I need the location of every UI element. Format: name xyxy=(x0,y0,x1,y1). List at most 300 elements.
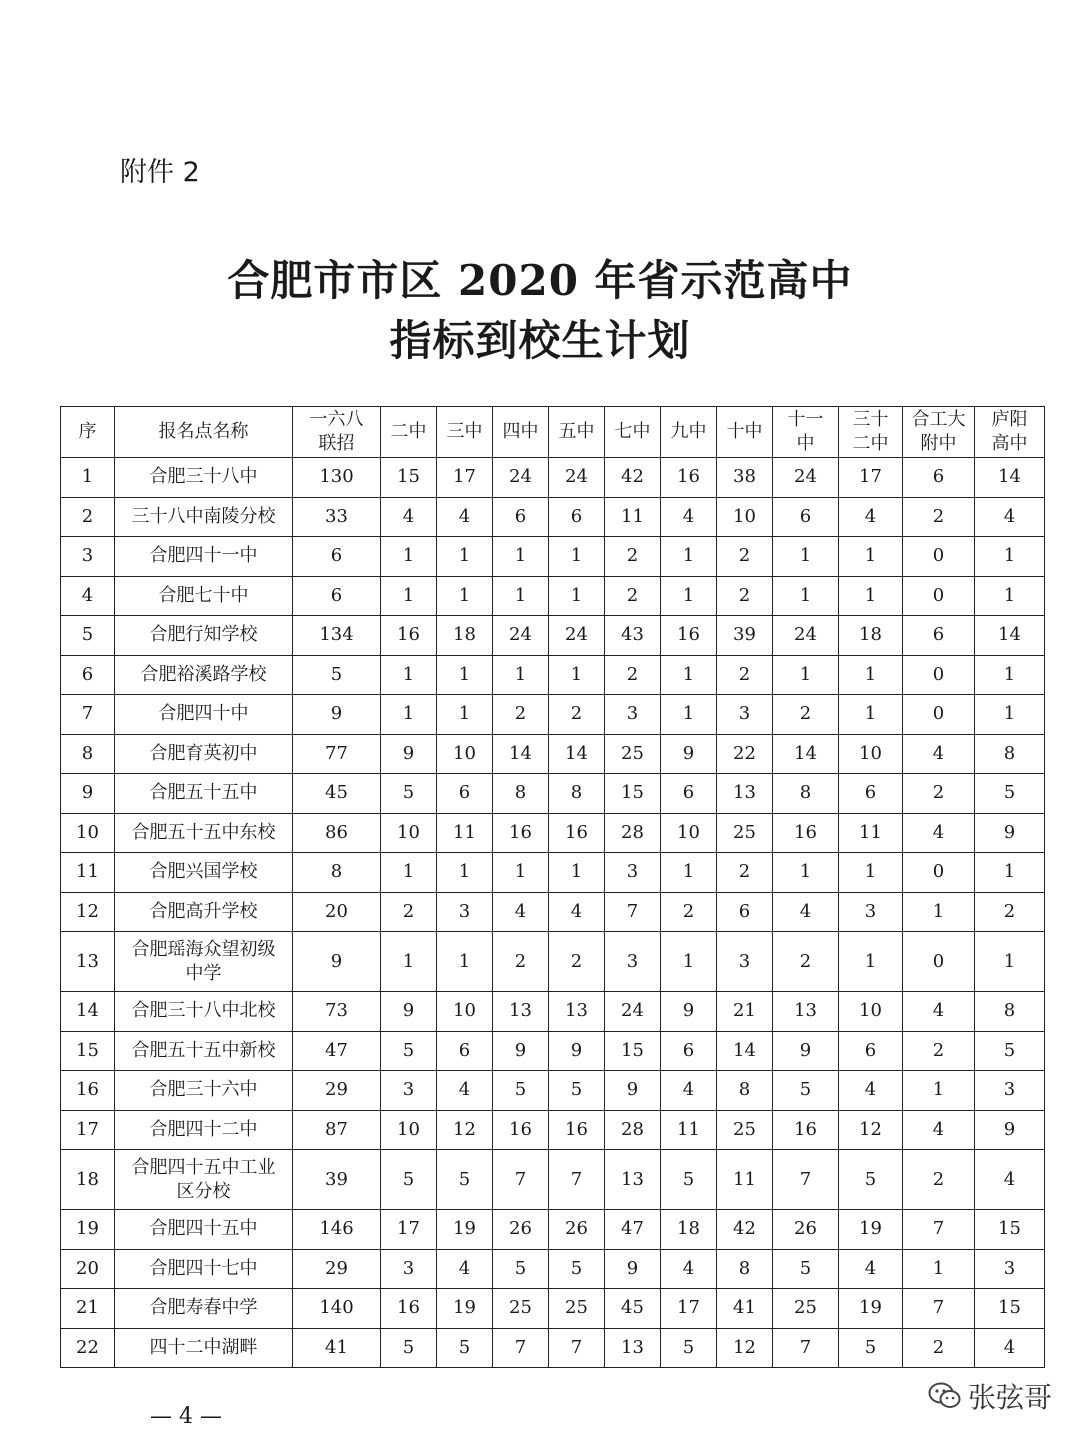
quota-cell: 4 xyxy=(903,1110,975,1150)
quota-cell: 17 xyxy=(839,458,903,498)
quota-cell: 1 xyxy=(839,853,903,893)
table-row xyxy=(61,1289,1045,1329)
school-name xyxy=(115,853,293,893)
quota-cell: 7 xyxy=(773,1328,839,1368)
quota-cell: 3 xyxy=(717,695,773,735)
quota-cell: 2 xyxy=(903,774,975,814)
quota-cell: 5 xyxy=(975,1031,1045,1071)
school-name xyxy=(115,734,293,774)
school-name-text: 合肥四十中 xyxy=(158,703,249,725)
quota-cell: 1 xyxy=(839,695,903,735)
quota-cell: 14 xyxy=(773,734,839,774)
quota-cell: 1 xyxy=(437,576,493,616)
quota-cell: 41 xyxy=(717,1289,773,1329)
quota-cell: 10 xyxy=(437,992,493,1032)
column-header-text: 中 xyxy=(796,433,815,454)
quota-cell: 16 xyxy=(549,1110,605,1150)
quota-cell: 42 xyxy=(605,458,661,498)
quota-cell: 1 xyxy=(839,932,903,992)
column-header-text: 庐阳 xyxy=(991,409,1028,430)
quota-cell: 3 xyxy=(605,853,661,893)
quota-cell: 8 xyxy=(293,853,381,893)
quota-cell: 0 xyxy=(903,655,975,695)
quota-cell: 86 xyxy=(293,813,381,853)
quota-cell: 15 xyxy=(975,1289,1045,1329)
quota-cell: 2 xyxy=(549,932,605,992)
quota-cell: 3 xyxy=(717,932,773,992)
row-number: 22 xyxy=(61,1328,115,1368)
quota-cell: 25 xyxy=(549,1289,605,1329)
quota-cell: 1 xyxy=(839,655,903,695)
quota-cell: 19 xyxy=(437,1289,493,1329)
quota-cell: 2 xyxy=(605,655,661,695)
column-header-text: 三十 xyxy=(852,409,889,430)
quota-cell: 6 xyxy=(839,1031,903,1071)
row-number: 18 xyxy=(61,1150,115,1210)
quota-cell: 26 xyxy=(493,1210,549,1250)
quota-cell: 12 xyxy=(717,1328,773,1368)
row-number: 17 xyxy=(61,1110,115,1150)
column-header xyxy=(661,407,717,458)
quota-cell: 16 xyxy=(773,813,839,853)
quota-cell: 3 xyxy=(975,1249,1045,1289)
column-header-text: 报名点名称 xyxy=(158,421,249,442)
quota-cell: 5 xyxy=(381,1328,437,1368)
quota-cell: 7 xyxy=(493,1150,549,1210)
quota-cell: 1 xyxy=(773,537,839,577)
quota-cell: 9 xyxy=(661,992,717,1032)
quota-cell: 16 xyxy=(493,1110,549,1150)
quota-cell: 3 xyxy=(437,892,493,932)
quota-cell: 38 xyxy=(717,458,773,498)
school-name xyxy=(115,992,293,1032)
quota-cell: 10 xyxy=(381,1110,437,1150)
quota-cell: 14 xyxy=(717,1031,773,1071)
quota-cell: 6 xyxy=(437,1031,493,1071)
quota-cell: 8 xyxy=(975,992,1045,1032)
column-header xyxy=(839,407,903,458)
quota-cell: 11 xyxy=(605,497,661,537)
quota-cell: 1 xyxy=(493,853,549,893)
quota-cell: 2 xyxy=(773,932,839,992)
quota-cell: 2 xyxy=(903,1150,975,1210)
school-name xyxy=(115,1150,293,1210)
table-row xyxy=(61,734,1045,774)
watermark xyxy=(928,1376,1052,1416)
quota-cell: 5 xyxy=(381,1031,437,1071)
quota-cell: 9 xyxy=(661,734,717,774)
school-name xyxy=(115,1289,293,1329)
document-title-line1: 合肥市市区 2020 年省示范高中 xyxy=(227,256,853,305)
quota-cell: 1 xyxy=(839,537,903,577)
quota-cell: 6 xyxy=(839,774,903,814)
column-header xyxy=(493,407,549,458)
quota-cell: 11 xyxy=(437,813,493,853)
row-number: 15 xyxy=(61,1031,115,1071)
school-name-text: 合肥兴国学校 xyxy=(149,861,258,883)
quota-cell: 24 xyxy=(773,616,839,656)
school-name-text: 合肥寿春中学 xyxy=(149,1297,258,1319)
column-header xyxy=(437,407,493,458)
table-row xyxy=(61,695,1045,735)
quota-cell: 1 xyxy=(381,932,437,992)
column-header-text: 二中 xyxy=(852,433,889,454)
quota-cell: 24 xyxy=(605,992,661,1032)
table-row xyxy=(61,1249,1045,1289)
column-header-text: 合工大 xyxy=(911,409,966,430)
quota-cell: 12 xyxy=(437,1110,493,1150)
school-name xyxy=(115,1210,293,1250)
quota-cell: 39 xyxy=(717,616,773,656)
quota-cell: 9 xyxy=(975,813,1045,853)
quota-cell: 10 xyxy=(839,992,903,1032)
quota-cell: 4 xyxy=(903,813,975,853)
quota-cell: 4 xyxy=(839,1071,903,1111)
column-header xyxy=(975,407,1045,458)
quota-cell: 20 xyxy=(293,892,381,932)
quota-cell: 1 xyxy=(437,853,493,893)
quota-cell: 5 xyxy=(381,774,437,814)
school-name-text: 区分校 xyxy=(176,1180,231,1202)
quota-cell: 19 xyxy=(839,1210,903,1250)
quota-cell: 43 xyxy=(605,616,661,656)
quota-cell: 1 xyxy=(549,853,605,893)
table-row xyxy=(61,576,1045,616)
quota-cell: 24 xyxy=(549,616,605,656)
quota-cell: 4 xyxy=(437,1249,493,1289)
quota-cell: 15 xyxy=(381,458,437,498)
quota-cell: 15 xyxy=(975,1210,1045,1250)
quota-cell: 5 xyxy=(493,1249,549,1289)
quota-cell: 1 xyxy=(381,853,437,893)
column-header xyxy=(61,407,115,458)
quota-cell: 77 xyxy=(293,734,381,774)
column-header-text: 四中 xyxy=(502,421,539,442)
quota-cell: 4 xyxy=(437,1071,493,1111)
quota-cell: 3 xyxy=(839,892,903,932)
quota-cell: 8 xyxy=(717,1071,773,1111)
school-name-text: 合肥四十一中 xyxy=(149,545,258,567)
quota-cell: 5 xyxy=(975,774,1045,814)
column-header-text: 附中 xyxy=(920,433,957,454)
quota-cell: 2 xyxy=(903,497,975,537)
quota-cell: 29 xyxy=(293,1071,381,1111)
quota-cell: 3 xyxy=(605,932,661,992)
quota-cell: 6 xyxy=(293,537,381,577)
quota-cell: 17 xyxy=(661,1289,717,1329)
school-name xyxy=(115,655,293,695)
quota-cell: 6 xyxy=(549,497,605,537)
quota-cell: 10 xyxy=(661,813,717,853)
quota-cell: 4 xyxy=(839,497,903,537)
wechat-icon xyxy=(928,1382,962,1410)
table-row xyxy=(61,892,1045,932)
row-number: 11 xyxy=(61,853,115,893)
school-name-text: 合肥高升学校 xyxy=(149,900,258,922)
quota-cell: 14 xyxy=(975,458,1045,498)
quota-cell: 5 xyxy=(773,1249,839,1289)
column-header xyxy=(381,407,437,458)
row-number: 8 xyxy=(61,734,115,774)
quota-cell: 1 xyxy=(903,1071,975,1111)
row-number: 12 xyxy=(61,892,115,932)
quota-cell: 140 xyxy=(293,1289,381,1329)
quota-cell: 16 xyxy=(773,1110,839,1150)
school-name xyxy=(115,774,293,814)
quota-cell: 1 xyxy=(773,853,839,893)
quota-cell: 5 xyxy=(773,1071,839,1111)
quota-cell: 1 xyxy=(493,537,549,577)
column-header xyxy=(549,407,605,458)
column-header xyxy=(773,407,839,458)
row-number: 4 xyxy=(61,576,115,616)
column-header-text: 十中 xyxy=(726,421,763,442)
quota-cell: 17 xyxy=(437,458,493,498)
column-header-text: 序 xyxy=(78,421,97,442)
attachment-label: 附件 2 xyxy=(120,157,200,188)
table-body xyxy=(61,458,1045,1368)
quota-cell: 6 xyxy=(661,774,717,814)
school-name-text: 三十八中南陵分校 xyxy=(131,505,276,527)
quota-cell: 2 xyxy=(903,1031,975,1071)
quota-cell: 2 xyxy=(717,655,773,695)
quota-cell: 0 xyxy=(903,695,975,735)
column-header-text: 一六八 xyxy=(309,409,364,430)
school-name-text: 四十二中湖畔 xyxy=(149,1336,258,1358)
quota-cell: 25 xyxy=(605,734,661,774)
row-number: 16 xyxy=(61,1071,115,1111)
quota-cell: 6 xyxy=(293,576,381,616)
quota-cell: 45 xyxy=(293,774,381,814)
row-number: 5 xyxy=(61,616,115,656)
quota-cell: 1 xyxy=(437,695,493,735)
document-title-line2: 指标到校生计划 xyxy=(389,316,691,365)
quota-cell: 4 xyxy=(437,497,493,537)
quota-cell: 2 xyxy=(549,695,605,735)
quota-cell: 6 xyxy=(903,616,975,656)
quota-cell: 16 xyxy=(381,616,437,656)
table-row xyxy=(61,1031,1045,1071)
quota-cell: 3 xyxy=(975,1071,1045,1111)
quota-cell: 9 xyxy=(605,1249,661,1289)
quota-cell: 13 xyxy=(605,1150,661,1210)
quota-cell: 9 xyxy=(493,1031,549,1071)
column-header-text: 高中 xyxy=(991,433,1028,454)
quota-cell: 6 xyxy=(493,497,549,537)
quota-cell: 2 xyxy=(605,537,661,577)
quota-cell: 2 xyxy=(661,892,717,932)
quota-cell: 1 xyxy=(437,537,493,577)
page-number: — 4 — xyxy=(150,1404,222,1429)
quota-cell: 14 xyxy=(549,734,605,774)
quota-cell: 1 xyxy=(549,576,605,616)
school-name xyxy=(115,892,293,932)
watermark-text: 张弦哥 xyxy=(968,1381,1053,1414)
quota-cell: 25 xyxy=(493,1289,549,1329)
quota-cell: 26 xyxy=(773,1210,839,1250)
quota-cell: 39 xyxy=(293,1150,381,1210)
quota-cell: 1 xyxy=(661,695,717,735)
quota-cell: 11 xyxy=(661,1110,717,1150)
quota-cell: 28 xyxy=(605,813,661,853)
school-name xyxy=(115,576,293,616)
school-name xyxy=(115,1031,293,1071)
quota-cell: 1 xyxy=(903,1249,975,1289)
quota-cell: 4 xyxy=(975,1328,1045,1368)
table-row xyxy=(61,932,1045,992)
quota-cell: 2 xyxy=(717,576,773,616)
row-number: 2 xyxy=(61,497,115,537)
quota-cell: 13 xyxy=(549,992,605,1032)
quota-cell: 2 xyxy=(717,853,773,893)
quota-cell: 12 xyxy=(839,1110,903,1150)
quota-cell: 47 xyxy=(293,1031,381,1071)
quota-cell: 2 xyxy=(975,892,1045,932)
column-header-text: 七中 xyxy=(614,421,651,442)
school-name-text: 合肥五十五中新校 xyxy=(131,1039,276,1061)
quota-cell: 22 xyxy=(717,734,773,774)
quota-cell: 1 xyxy=(437,655,493,695)
column-header xyxy=(115,407,293,458)
quota-cell: 47 xyxy=(605,1210,661,1250)
quota-cell: 4 xyxy=(381,497,437,537)
quota-cell: 8 xyxy=(717,1249,773,1289)
quota-cell: 1 xyxy=(661,655,717,695)
quota-cell: 13 xyxy=(773,992,839,1032)
column-header xyxy=(293,407,381,458)
quota-cell: 29 xyxy=(293,1249,381,1289)
quota-cell: 26 xyxy=(549,1210,605,1250)
quota-cell: 2 xyxy=(493,932,549,992)
quota-cell: 33 xyxy=(293,497,381,537)
quota-cell: 5 xyxy=(437,1328,493,1368)
quota-cell: 25 xyxy=(717,1110,773,1150)
school-name-text: 合肥四十五中 xyxy=(149,1218,258,1240)
quota-cell: 19 xyxy=(839,1289,903,1329)
school-name-text: 合肥裕溪路学校 xyxy=(140,663,267,685)
school-name-text: 合肥三十八中北校 xyxy=(131,1000,276,1022)
quota-cell: 0 xyxy=(903,537,975,577)
quota-cell: 25 xyxy=(717,813,773,853)
quota-cell: 2 xyxy=(903,1328,975,1368)
quota-cell: 1 xyxy=(381,655,437,695)
school-name xyxy=(115,1328,293,1368)
quota-cell: 1 xyxy=(661,853,717,893)
quota-cell: 16 xyxy=(381,1289,437,1329)
quota-cell: 4 xyxy=(975,497,1045,537)
column-header-text: 联招 xyxy=(318,433,355,454)
table-row xyxy=(61,616,1045,656)
quota-cell: 24 xyxy=(493,616,549,656)
quota-cell: 42 xyxy=(717,1210,773,1250)
table-header-row xyxy=(61,407,1045,458)
quota-cell: 0 xyxy=(903,853,975,893)
quota-cell: 11 xyxy=(839,813,903,853)
quota-cell: 4 xyxy=(661,1071,717,1111)
quota-cell: 1 xyxy=(839,576,903,616)
table-row xyxy=(61,813,1045,853)
quota-cell: 10 xyxy=(839,734,903,774)
row-number: 13 xyxy=(61,932,115,992)
quota-cell: 1 xyxy=(975,853,1045,893)
quota-cell: 5 xyxy=(839,1150,903,1210)
school-name-text: 合肥三十六中 xyxy=(149,1079,258,1101)
quota-cell: 2 xyxy=(605,576,661,616)
school-name xyxy=(115,616,293,656)
quota-cell: 1 xyxy=(493,655,549,695)
quota-cell: 4 xyxy=(903,734,975,774)
quota-cell: 7 xyxy=(549,1328,605,1368)
row-number: 19 xyxy=(61,1210,115,1250)
quota-cell: 3 xyxy=(381,1249,437,1289)
quota-cell: 6 xyxy=(661,1031,717,1071)
school-name xyxy=(115,1071,293,1111)
row-number: 7 xyxy=(61,695,115,735)
table-row xyxy=(61,853,1045,893)
quota-cell: 45 xyxy=(605,1289,661,1329)
quota-cell: 1 xyxy=(493,576,549,616)
school-name-text: 合肥行知学校 xyxy=(149,624,258,646)
column-header xyxy=(717,407,773,458)
quota-cell: 7 xyxy=(903,1210,975,1250)
school-name-text: 合肥四十五中工业 xyxy=(131,1156,276,1178)
quota-cell: 1 xyxy=(549,537,605,577)
quota-cell: 5 xyxy=(493,1071,549,1111)
quota-cell: 21 xyxy=(717,992,773,1032)
quota-cell: 1 xyxy=(903,892,975,932)
column-header-text: 五中 xyxy=(558,421,595,442)
quota-cell: 8 xyxy=(975,734,1045,774)
quota-cell: 25 xyxy=(773,1289,839,1329)
quota-cell: 134 xyxy=(293,616,381,656)
quota-cell: 8 xyxy=(773,774,839,814)
quota-cell: 16 xyxy=(549,813,605,853)
quota-cell: 24 xyxy=(493,458,549,498)
quota-cell: 1 xyxy=(975,537,1045,577)
quota-cell: 87 xyxy=(293,1110,381,1150)
quota-cell: 9 xyxy=(293,695,381,735)
table-row xyxy=(61,992,1045,1032)
quota-cell: 1 xyxy=(975,932,1045,992)
quota-cell: 1 xyxy=(381,576,437,616)
quota-cell: 13 xyxy=(717,774,773,814)
row-number: 20 xyxy=(61,1249,115,1289)
quota-cell: 24 xyxy=(773,458,839,498)
quota-cell: 13 xyxy=(605,1328,661,1368)
table-row xyxy=(61,458,1045,498)
school-name-text: 合肥三十八中 xyxy=(149,466,258,488)
quota-cell: 24 xyxy=(549,458,605,498)
quota-cell: 1 xyxy=(381,695,437,735)
table-row xyxy=(61,537,1045,577)
quota-cell: 4 xyxy=(839,1249,903,1289)
quota-cell: 6 xyxy=(903,458,975,498)
quota-cell: 2 xyxy=(381,892,437,932)
school-name-text: 合肥育英初中 xyxy=(149,742,258,764)
quota-cell: 7 xyxy=(605,892,661,932)
quota-cell: 16 xyxy=(661,616,717,656)
quota-cell: 5 xyxy=(293,655,381,695)
quota-cell: 9 xyxy=(549,1031,605,1071)
quota-cell: 5 xyxy=(661,1328,717,1368)
row-number: 10 xyxy=(61,813,115,853)
quota-cell: 4 xyxy=(773,892,839,932)
quota-cell: 18 xyxy=(839,616,903,656)
quota-cell: 5 xyxy=(437,1150,493,1210)
quota-cell: 2 xyxy=(773,695,839,735)
quota-cell: 18 xyxy=(437,616,493,656)
quota-cell: 146 xyxy=(293,1210,381,1250)
